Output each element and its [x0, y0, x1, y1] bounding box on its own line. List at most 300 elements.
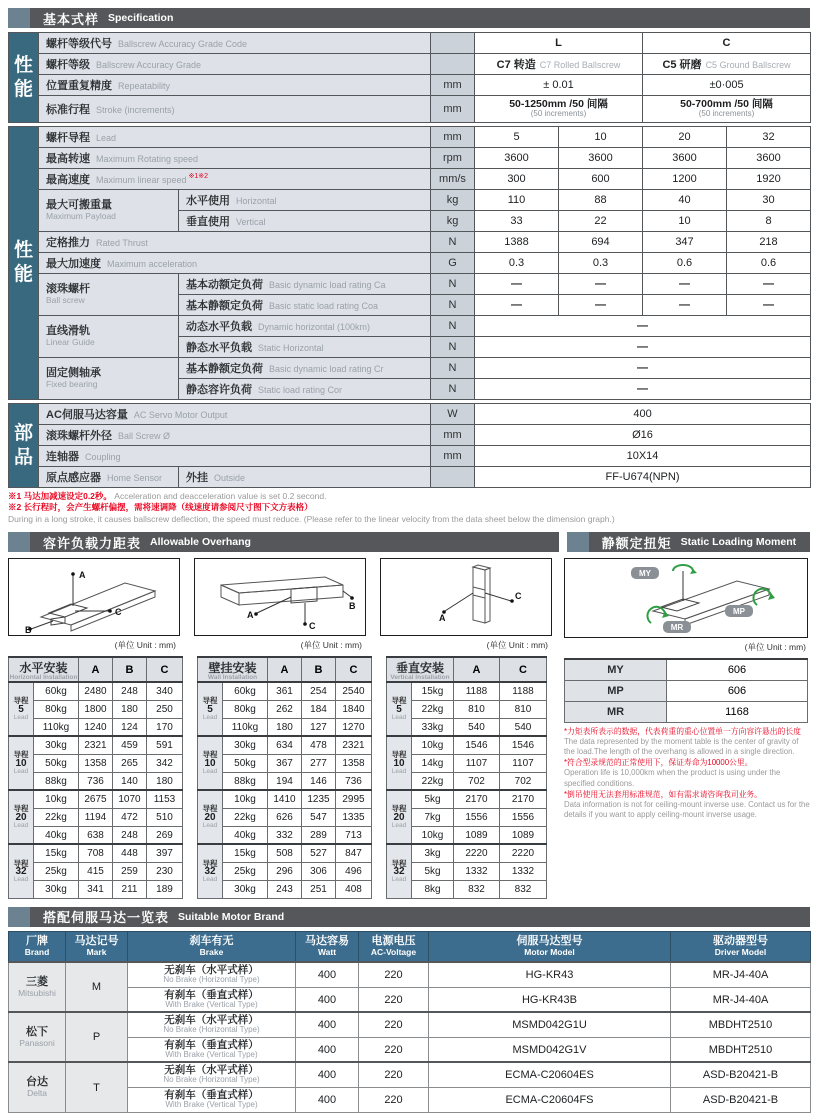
label-en: Maximum Rotating speed: [96, 154, 199, 164]
lead-label: Lead: [391, 713, 407, 721]
brake-en: With Brake (Vertical Type): [165, 1100, 258, 1110]
moment-note-en: The data represented by the moment table is the center of gravity of the load.The length of the overhang is allowed in a single direction.: [564, 737, 799, 757]
voltage-cell: 220: [359, 987, 429, 1012]
watt-cell: 400: [296, 1037, 359, 1062]
load-cell: 80kg: [223, 700, 268, 718]
value-cell: [475, 96, 643, 123]
value-cell: 218: [727, 232, 811, 253]
motor-model-cell: MSMD042G1U: [429, 1012, 671, 1037]
load-cell: 33kg: [412, 718, 454, 736]
diagram-label-c: C: [115, 607, 122, 618]
col-header-cn: 伺服马达型号: [516, 935, 583, 948]
load-cell: 110kg: [34, 718, 79, 736]
value-cell: 0.3: [559, 253, 643, 274]
overhang-value-cell: 127: [302, 718, 336, 736]
table-row: [9, 1012, 811, 1037]
section-title-cn: 基本式样: [43, 11, 100, 27]
load-cell: 15kg: [223, 844, 268, 862]
overhang-value-cell: 1194: [79, 808, 113, 826]
label-en: Ball screw: [46, 294, 85, 305]
load-cell: 80kg: [34, 700, 79, 718]
row-label: [39, 54, 431, 75]
brake-cell: [128, 1062, 296, 1087]
value-cell: 0.6: [727, 253, 811, 274]
overhang-col-header: C: [336, 657, 372, 682]
label-en: Vertical: [236, 217, 266, 227]
load-cell: 14kg: [412, 754, 454, 772]
spec-table-performance-2: [8, 126, 811, 400]
lead-group-cell: [9, 682, 34, 736]
lead-label: 5: [18, 703, 24, 715]
col-header: [66, 931, 128, 962]
table-row: [9, 962, 811, 987]
table-row: [9, 700, 183, 718]
lead-group-cell: [9, 844, 34, 898]
moment-note-en: Data information is not for ceiling-mount inverse use. Contact us for the details if you want to apply ceiling-mount inverse usage.: [564, 799, 810, 819]
lead-label: 导程: [391, 750, 407, 760]
watt-cell: 400: [296, 1087, 359, 1112]
overhang-col-header: C: [147, 657, 183, 682]
load-cell: 15kg: [412, 682, 454, 700]
lead-label: 5: [396, 703, 402, 715]
label-cn: 滚珠螺杆: [46, 283, 90, 296]
unit-cell: mm: [431, 127, 475, 148]
overhang-value-cell: 269: [147, 826, 183, 844]
unit-cell: kg: [431, 190, 475, 211]
overhang-value-cell: 547: [302, 808, 336, 826]
diagram-label-a: A: [79, 570, 86, 581]
table-row: [198, 790, 372, 808]
overhang-table-title: [387, 657, 454, 682]
overhang-value-cell: 408: [336, 880, 372, 898]
label-cn: 静态水平负载: [186, 342, 252, 354]
value-cell: 694: [559, 232, 643, 253]
load-cell: 3kg: [412, 844, 454, 862]
motor-model-cell: MSMD042G1V: [429, 1037, 671, 1062]
diagram-label-c: C: [515, 591, 522, 602]
lead-group-cell: [387, 682, 412, 736]
value-cell: —: [475, 316, 811, 337]
table-row: [198, 682, 372, 700]
lead-label: Lead: [391, 767, 407, 775]
load-cell: 10kg: [34, 790, 79, 808]
table-row: [198, 826, 372, 844]
overhang-value-cell: 508: [268, 844, 302, 862]
label-cn: 基本静额定负荷: [186, 300, 263, 312]
moment-row-value: 606: [667, 680, 808, 701]
overhang-value-cell: 591: [147, 736, 183, 754]
overhang-value-cell: 1153: [147, 790, 183, 808]
driver-model-cell: ASD-B20421-B: [671, 1087, 811, 1112]
lead-label: Lead: [13, 876, 29, 884]
motor-brand-table: [8, 931, 811, 1113]
voltage-cell: 220: [359, 1037, 429, 1062]
col-header-cn: 电源电压: [371, 935, 416, 948]
load-cell: 8kg: [412, 880, 454, 898]
col-header-en: Mark: [86, 947, 107, 958]
table-row: [9, 1062, 811, 1087]
table-row: [9, 772, 183, 790]
label-en: Static Horizontal: [258, 343, 324, 353]
brake-en: No Brake (Horizontal Type): [163, 975, 260, 985]
overhang-value-cell: 448: [113, 844, 147, 862]
row-sublabel: [179, 316, 431, 337]
value-cell: [643, 96, 811, 123]
overhang-value-cell: 289: [302, 826, 336, 844]
diagram-label-b: B: [25, 625, 32, 636]
cell-subvalue: (50 increments): [698, 109, 755, 119]
section-title-cn: 静额定扭矩: [601, 535, 672, 551]
section-header-accent-square: [8, 907, 30, 927]
spec-footnotes: [8, 491, 810, 525]
value-cell: [475, 33, 643, 54]
watt-cell: 400: [296, 962, 359, 987]
overhang-value-cell: 248: [113, 682, 147, 700]
value-cell: —: [475, 337, 811, 358]
unit-cell: [431, 467, 475, 488]
col-header: [429, 931, 671, 962]
overhang-value-cell: 626: [268, 808, 302, 826]
unit-cell: N: [431, 379, 475, 400]
label-en: Ballscrew Accuracy Grade: [96, 60, 202, 70]
table-row: [9, 682, 183, 700]
col-header: [128, 931, 296, 962]
col-header-cn: 马达容易: [305, 935, 349, 948]
table-row: [198, 844, 372, 862]
overhang-value-cell: 1089: [454, 826, 500, 844]
overhang-title-en: Vertical Installation: [390, 673, 450, 681]
load-cell: 50kg: [223, 754, 268, 772]
table-row: [9, 790, 183, 808]
unit-cell: kg: [431, 211, 475, 232]
overhang-value-cell: 634: [268, 736, 302, 754]
overhang-col-header: C: [500, 657, 547, 682]
table-row: [198, 808, 372, 826]
label-cn: 标准行程: [46, 104, 90, 116]
value-cell: 110: [475, 190, 559, 211]
overhang-value-cell: 180: [147, 772, 183, 790]
load-cell: 88kg: [223, 772, 268, 790]
horizontal-mount-diagram: [8, 558, 180, 636]
value-cell: 8: [727, 211, 811, 232]
section-title-en: Allowable Overhang: [150, 536, 251, 549]
load-cell: 30kg: [34, 736, 79, 754]
mark-cell: T: [66, 1062, 128, 1112]
overhang-value-cell: 708: [79, 844, 113, 862]
overhang-value-cell: 2220: [454, 844, 500, 862]
brake-cn: 有刹车（垂直式样）: [164, 1089, 259, 1102]
load-cell: 10kg: [412, 826, 454, 844]
lead-label: 导程: [391, 696, 407, 706]
label-en: Outside: [214, 473, 246, 483]
overhang-value-cell: 472: [113, 808, 147, 826]
overhang-value-cell: 296: [268, 862, 302, 880]
col-header-cn: 驱动器型号: [713, 935, 768, 948]
label-en: Rated Thrust: [96, 238, 148, 248]
overhang-value-cell: 251: [302, 880, 336, 898]
overhang-value-cell: 1332: [500, 862, 547, 880]
table-row: [9, 987, 811, 1012]
row-label: [39, 169, 431, 190]
value-cell: —: [475, 379, 811, 400]
cell-value-en: C5 Ground Ballscrew: [705, 60, 791, 70]
brand-en: Panasoni: [19, 1037, 55, 1048]
brand-cn: 松下: [26, 1026, 48, 1039]
overhang-value-cell: 248: [113, 826, 147, 844]
label-cn: 直线滑轨: [46, 325, 90, 338]
value-cell: 88: [559, 190, 643, 211]
overhang-header-row: [198, 657, 372, 682]
lead-group-cell: [387, 790, 412, 844]
overhang-title-en: Horizontal Installation: [9, 673, 78, 681]
driver-model-cell: ASD-B20421-B: [671, 1062, 811, 1087]
label-en: Maximum linear speed: [96, 175, 187, 185]
overhang-value-cell: 367: [268, 754, 302, 772]
motor-model-cell: HG-KR43B: [429, 987, 671, 1012]
value-cell: —: [727, 295, 811, 316]
overhang-value-cell: 2321: [79, 736, 113, 754]
label-en: Home Sensor: [107, 473, 163, 483]
brake-cell: [128, 962, 296, 987]
brake-cn: 有刹车（垂直式样）: [164, 1038, 259, 1051]
overhang-col-header: B: [302, 657, 336, 682]
label-en: Ball Screw Ø: [118, 431, 171, 441]
col-header: [671, 931, 811, 962]
label-en: Linear Guide: [46, 336, 95, 347]
unit-label: (单位 Unit : mm): [744, 642, 806, 653]
unit-cell: mm: [431, 446, 475, 467]
voltage-cell: 220: [359, 1087, 429, 1112]
brake-cn: 有刹车（垂直式样）: [164, 988, 259, 1001]
voltage-cell: 220: [359, 1062, 429, 1087]
overhang-value-cell: 713: [336, 826, 372, 844]
sidebar-label-performance: 性能: [9, 127, 39, 400]
rotation-arrow-icon: [673, 565, 693, 571]
value-cell: [643, 54, 811, 75]
label-cn: 基本动额定负荷: [186, 279, 263, 291]
table-row: [198, 880, 372, 898]
label-cn: 位置重复精度: [46, 80, 112, 92]
overhang-value-cell: 527: [302, 844, 336, 862]
footnote-1-cn: ※1 马达加减速设定0.2秒。: [8, 491, 112, 501]
lead-label: 20: [393, 811, 405, 823]
overhang-value-cell: 243: [268, 880, 302, 898]
footnote-1-en: Acceleration and deacceleration value is set 0.2 second.: [114, 491, 327, 501]
load-cell: 10kg: [412, 736, 454, 754]
row-sublabel: [179, 274, 431, 295]
load-cell: 40kg: [34, 826, 79, 844]
row-label: [39, 127, 431, 148]
moment-note-cn: *倒吊使用无法套用标准规范，如有需求请咨询我司业务。: [564, 789, 762, 799]
overhang-value-cell: 124: [113, 718, 147, 736]
col-header-en: Motor Model: [524, 947, 575, 958]
row-label: [39, 467, 179, 488]
table-row: [198, 862, 372, 880]
brand-cell: [9, 962, 66, 1012]
overhang-value-cell: 230: [147, 862, 183, 880]
overhang-value-cell: 2170: [454, 790, 500, 808]
overhang-value-cell: 341: [79, 880, 113, 898]
table-row: [9, 718, 183, 736]
overhang-value-cell: 397: [147, 844, 183, 862]
lead-label: Lead: [202, 876, 218, 884]
overhang-value-cell: 340: [147, 682, 183, 700]
table-row: [565, 701, 808, 722]
cell-subvalue: (50 increments): [530, 109, 587, 119]
overhang-value-cell: 194: [268, 772, 302, 790]
table-row: [9, 880, 183, 898]
overhang-value-cell: 1235: [302, 790, 336, 808]
row-label-group: [39, 274, 179, 316]
cell-value: 50-1250mm /50 间隔: [509, 97, 608, 110]
label-en: Maximum Payload: [46, 210, 116, 221]
overhang-value-cell: 180: [113, 700, 147, 718]
label-en: Dynamic horizontal (100km): [258, 322, 371, 332]
value-cell: —: [475, 274, 559, 295]
cell-value: C5 研磨: [662, 59, 702, 71]
lead-label: 导程: [202, 750, 218, 760]
overhang-table-title: [9, 657, 79, 682]
load-cell: 22kg: [223, 808, 268, 826]
value-cell: 20: [643, 127, 727, 148]
unit-label: (单位 Unit : mm): [300, 640, 362, 651]
brake-en: No Brake (Horizontal Type): [163, 1025, 260, 1035]
label-cn: 静态容许负荷: [186, 384, 252, 396]
overhang-value-cell: 332: [268, 826, 302, 844]
table-row: [9, 844, 183, 862]
overhang-value-cell: 140: [113, 772, 147, 790]
unit-cell: W: [431, 404, 475, 425]
label-en: AC Servo Motor Output: [133, 410, 228, 420]
driver-model-cell: MBDHT2510: [671, 1012, 811, 1037]
overhang-value-cell: 1546: [454, 736, 500, 754]
table-row: [387, 790, 547, 808]
overhang-value-cell: 189: [147, 880, 183, 898]
label-en: Ballscrew Accuracy Grade Code: [118, 39, 248, 49]
unit-cell: N: [431, 316, 475, 337]
moment-row-label: MR: [565, 701, 667, 722]
overhang-value-cell: 847: [336, 844, 372, 862]
motor-model-cell: ECMA-C20604ES: [429, 1062, 671, 1087]
label-cn: 基本静额定负荷: [186, 363, 263, 375]
overhang-value-cell: 540: [500, 718, 547, 736]
label-en: Coupling: [85, 452, 121, 462]
col-header-en: AC-Voltage: [370, 947, 417, 958]
overhang-value-cell: 277: [302, 754, 336, 772]
brake-cell: [128, 1012, 296, 1037]
section-title-en: Suitable Motor Brand: [178, 910, 285, 923]
overhang-value-cell: 736: [79, 772, 113, 790]
overhang-value-cell: 1358: [79, 754, 113, 772]
overhang-title-cn: 壁挂安装: [208, 660, 257, 675]
row-sublabel: [179, 358, 431, 379]
lead-group-cell: [198, 736, 223, 790]
load-cell: 5kg: [412, 790, 454, 808]
load-cell: 5kg: [412, 862, 454, 880]
lead-label: 导程: [13, 804, 29, 814]
load-cell: 15kg: [34, 844, 79, 862]
overhang-value-cell: 810: [454, 700, 500, 718]
label-cn: 外挂: [186, 472, 208, 484]
moment-row-label: MY: [565, 659, 667, 680]
spec-table-performance-1: [8, 32, 811, 123]
value-cell: 3600: [727, 148, 811, 169]
footnote-2-en: During in a long stroke, it causes ballscrew deflection, the speed must reduce. (Please refer to the linear velocity from the data sheet below the dimension graph.): [8, 513, 615, 524]
col-header-cn: 刹车有无: [189, 935, 234, 948]
table-row: [9, 736, 183, 754]
lead-label: 5: [207, 703, 213, 715]
row-label-group: [39, 190, 179, 232]
value-cell: 0.6: [643, 253, 727, 274]
lead-label: 32: [204, 866, 216, 878]
label-en: Lead: [96, 133, 117, 143]
cell-value: L: [555, 37, 562, 49]
brake-en: With Brake (Vertical Type): [165, 1049, 258, 1059]
overhang-col-header: A: [79, 657, 113, 682]
table-row: [9, 1087, 811, 1112]
unit-label: (单位 Unit : mm): [486, 640, 548, 651]
brand-en: Delta: [27, 1088, 47, 1099]
load-cell: 7kg: [412, 808, 454, 826]
load-cell: 40kg: [223, 826, 268, 844]
overhang-value-cell: 1358: [336, 754, 372, 772]
row-label: [39, 446, 431, 467]
load-cell: 25kg: [34, 862, 79, 880]
lead-group-cell: [198, 844, 223, 898]
overhang-value-cell: 810: [500, 700, 547, 718]
unit-cell: mm: [431, 75, 475, 96]
table-row: [198, 754, 372, 772]
overhang-value-cell: 1335: [336, 808, 372, 826]
load-cell: 22kg: [412, 772, 454, 790]
load-cell: 110kg: [223, 718, 268, 736]
section-header-accent-square: [8, 8, 30, 28]
brake-cell: [128, 1037, 296, 1062]
unit-label: (单位 Unit : mm): [114, 640, 176, 651]
overhang-value-cell: 2170: [500, 790, 547, 808]
value-cell: 400: [475, 404, 811, 425]
value-cell: —: [643, 295, 727, 316]
value-cell: —: [475, 295, 559, 316]
unit-cell: N: [431, 295, 475, 316]
spec-sheet-page: [0, 8, 818, 1110]
value-cell: 10: [559, 127, 643, 148]
overhang-value-cell: 702: [454, 772, 500, 790]
col-header-en: Brand: [24, 947, 50, 958]
overhang-value-cell: 2675: [79, 790, 113, 808]
value-cell: 3600: [475, 148, 559, 169]
label-cn: 垂直使用: [186, 216, 230, 228]
value-cell: 10X14: [475, 446, 811, 467]
label-en: Static load rating Cor: [258, 385, 343, 395]
brake-cn: 无刹车（水平式样）: [164, 964, 259, 977]
overhang-diagrams-row: [8, 558, 564, 636]
col-header: [9, 931, 66, 962]
section-header-specification: [8, 8, 810, 28]
value-cell: 0.3: [475, 253, 559, 274]
value-cell: 347: [643, 232, 727, 253]
lead-label: 10: [15, 757, 27, 769]
label-en: Fixed bearing: [46, 378, 98, 389]
table-row: [9, 808, 183, 826]
label-cn: 最高速度: [46, 174, 90, 186]
section-header-motor: [8, 907, 810, 927]
brand-cn: 三菱: [26, 976, 48, 989]
value-cell: 1200: [643, 169, 727, 190]
brake-cn: 无刹车（水平式样）: [164, 1014, 259, 1027]
table-row: [198, 718, 372, 736]
overhang-value-cell: 1556: [500, 808, 547, 826]
